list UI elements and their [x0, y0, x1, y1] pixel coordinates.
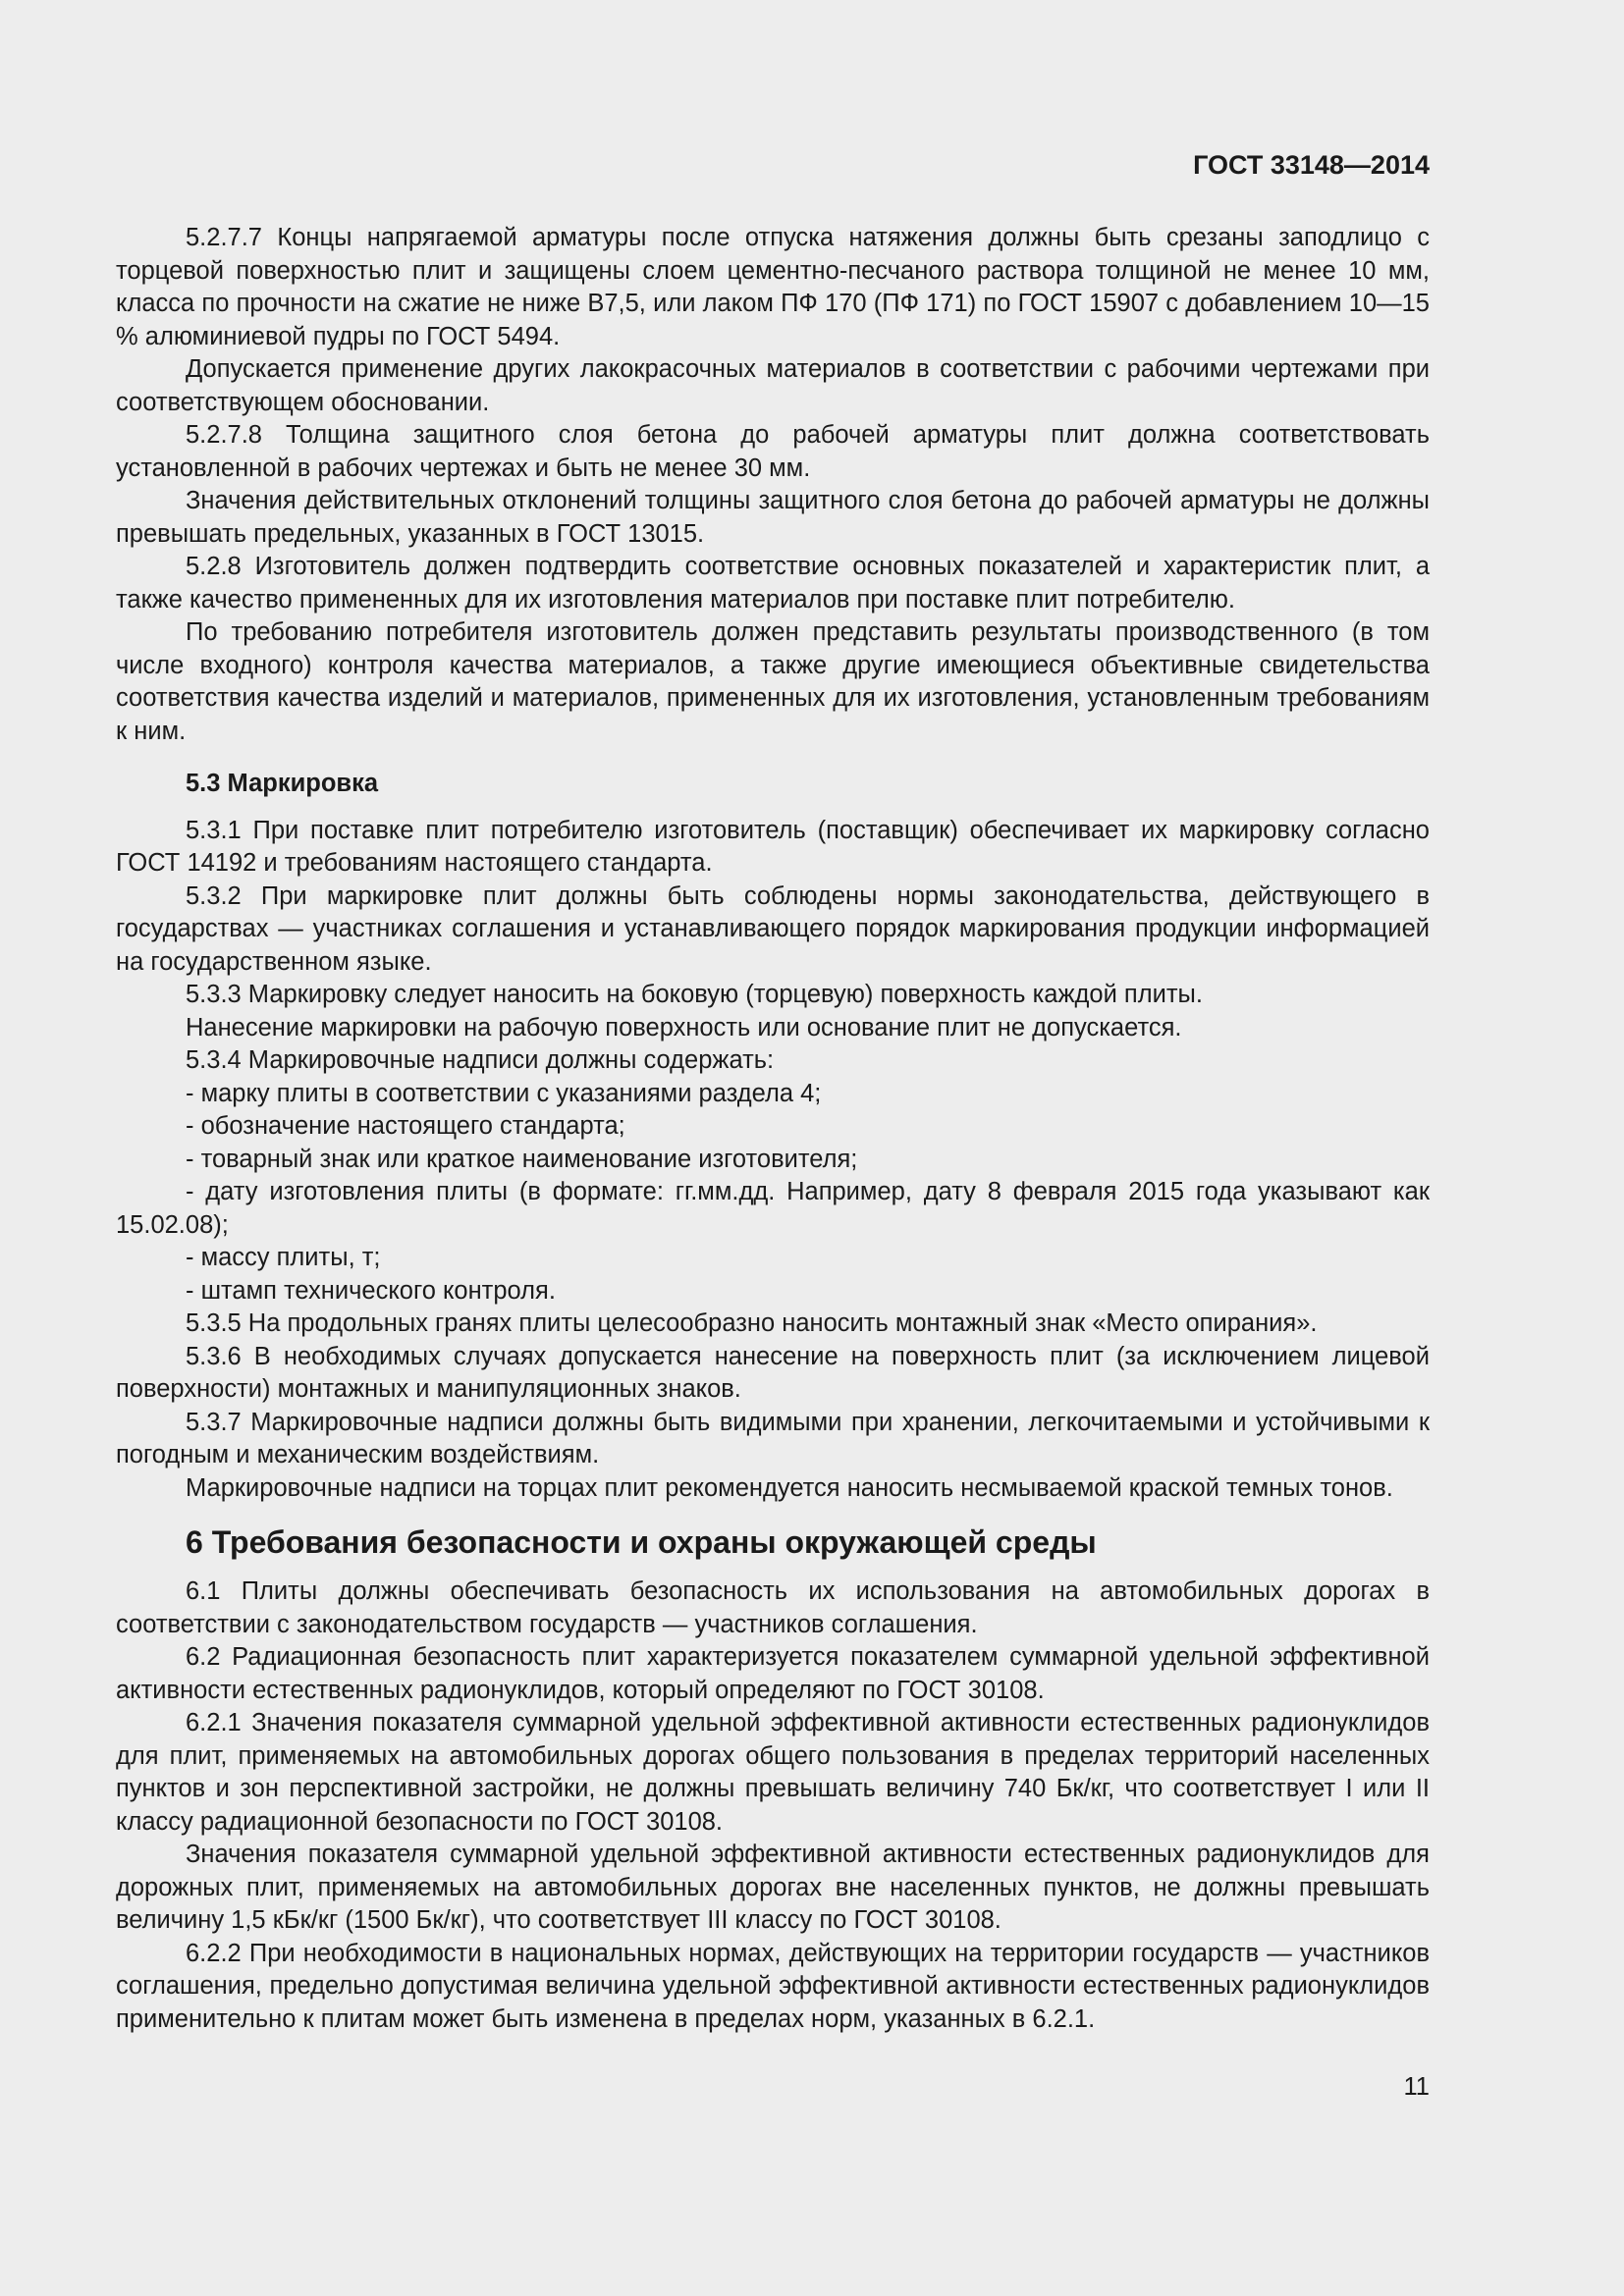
- document-header-id: ГОСТ 33148—2014: [1193, 150, 1430, 180]
- paragraph: - массу плиты, т;: [186, 1244, 381, 1271]
- paragraph: Нанесение маркировки на рабочую поверхность или основание плит не допускается.: [186, 1013, 1182, 1041]
- paragraph: Маркировочные надписи на торцах плит рекомендуется наносить несмываемой краской темных тонов.: [186, 1473, 1393, 1502]
- paragraph: 5.2.7.7 Концы напрягаемой арматуры после отпуска натяжения должны быть срезаны заподлицо с торцевой поверхностью плит и защищены слоем цементно-песчаного раствора толщиной не менее 10 мм, класса по прочности на сжатие не ниже В7,5, или лаком ПФ 170 (ПФ 171) по ГОСТ 15907 с добавлением 10—15 % алюминиевой пудры по ГОСТ 5494.: [116, 224, 1430, 350]
- paragraph: Допускается применение других лакокрасочных материалов в соответствии с рабочими чертежами при соответствующем обосновании.: [116, 355, 1430, 416]
- page-number: 11: [1403, 2073, 1430, 2101]
- paragraph: 6.2.1 Значения показателя суммарной удельной эффективной активности естественных радионуклидов для плит, применяемых на автомобильных дорогах общего пользования в пределах территорий населенных пунктов и зон перспективной застройки, не должны превышать величину 740 Бк/кг, что соответствует I или II классу радиационной безопасности по ГОСТ 30108.: [116, 1709, 1430, 1836]
- paragraph: 5.3.4 Маркировочные надписи должны содержать:: [186, 1046, 775, 1074]
- paragraph: Значения действительных отклонений толщины защитного слоя бетона до рабочей арматуры не должны превышать предельных, указанных в ГОСТ 13015.: [116, 487, 1430, 548]
- section-heading: 6 Требования безопасности и охраны окружающей среды: [186, 1524, 1097, 1560]
- subsection-heading: 5.3 Маркировка: [186, 770, 379, 797]
- paragraph: - дату изготовления плиты (в формате: гг.мм.дд. Например, дату 8 февраля 2015 года указывают как 15.02.08);: [116, 1178, 1430, 1239]
- paragraph: - штамп технического контроля.: [186, 1276, 556, 1305]
- paragraph: 5.2.7.8 Толщина защитного слоя бетона до рабочей арматуры плит должна соответствовать установленной в рабочих чертежах и быть не менее 30 мм.: [116, 421, 1430, 482]
- paragraph: 6.2.2 При необходимости в национальных нормах, действующих на территории государств — участников соглашения, предельно допустимая величина удельной эффективной активности естественных радионуклидов применительно к плитам может быть изменена в пределах норм, указанных в 6.2.1.: [116, 1939, 1430, 2033]
- paragraph: 5.3.6 В необходимых случаях допускается нанесение на поверхность плит (за исключением лицевой поверхности) монтажных и манипуляционных знаков.: [116, 1342, 1430, 1403]
- paragraph: 5.3.7 Маркировочные надписи должны быть видимыми при хранении, легкочитаемыми и устойчивыми к погодным и механическим воздействиям.: [116, 1408, 1430, 1468]
- paragraph: 6.2 Радиационная безопасность плит характеризуется показателем суммарной удельной эффективной активности естественных радионуклидов, который определяют по ГОСТ 30108.: [116, 1643, 1430, 1704]
- paragraph: По требованию потребителя изготовитель должен представить результаты производственного (в том числе входного) контроля качества материалов, а также другие имеющиеся объективные свидетельства соответствия качества изделий и материалов, примененных для их изготовления, установленным требованиям к ним.: [116, 618, 1430, 745]
- paragraph: - товарный знак или краткое наименование изготовителя;: [186, 1145, 858, 1173]
- paragraph: 5.3.5 На продольных гранях плиты целесообразно наносить монтажный знак «Место опирания».: [186, 1309, 1318, 1337]
- paragraph: 5.2.8 Изготовитель должен подтвердить соответствие основных показателей и характеристик плит, а также качество примененных для их изготовления материалов при поставке плит потребителю.: [116, 553, 1430, 614]
- paragraph: - обозначение настоящего стандарта;: [186, 1112, 625, 1140]
- paragraph: 5.3.3 Маркировку следует наносить на боковую (торцевую) поверхность каждой плиты.: [186, 981, 1203, 1008]
- paragraph: - марку плиты в соответствии с указаниями раздела 4;: [186, 1079, 822, 1107]
- paragraph: 6.1 Плиты должны обеспечивать безопасность их использования на автомобильных дорогах в соответствии с законодательством государств — участников соглашения.: [116, 1577, 1430, 1638]
- paragraph: 5.3.1 При поставке плит потребителю изготовитель (поставщик) обеспечивает их маркировку согласно ГОСТ 14192 и требованиям настоящего стандарта.: [116, 816, 1430, 877]
- document-body: [116, 222, 1430, 2036]
- paragraph: Значения показателя суммарной удельной эффективной активности естественных радионуклидов для дорожных плит, применяемых на автомобильных дорогах вне населенных пунктов, не должны превышать величину 1,5 кБк/кг (1500 Бк/кг), что соответствует III классу по ГОСТ 30108.: [116, 1841, 1430, 1934]
- paragraph: 5.3.2 При маркировке плит должны быть соблюдены нормы законодательства, действующего в государствах — участниках соглашения и устанавливающего порядок маркирования продукции информацией на государственном языке.: [116, 881, 1430, 976]
